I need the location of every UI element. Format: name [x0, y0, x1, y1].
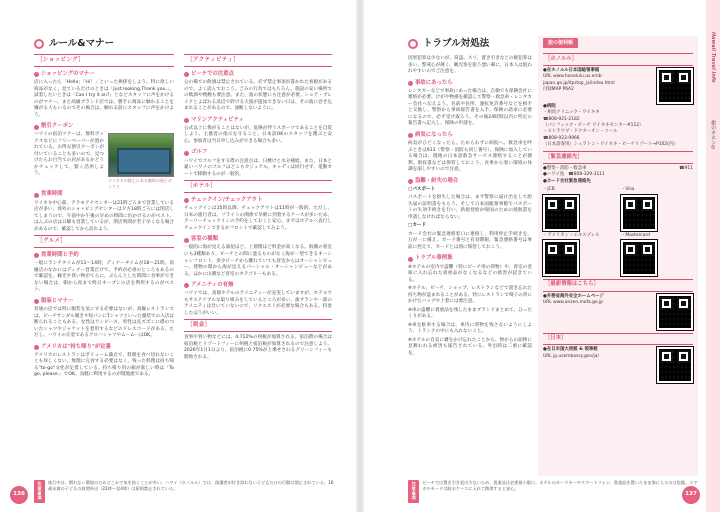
footnote-text: ビーチでは置き引き犯は少ないため、貴重品は必要最小限に。ホテルのカードキーやスマートフォン、貴重品を置いたまま海に入るのは危険。スマホやカードは防水ケースに入れて携帯すると安心。 — [422, 480, 698, 492]
subheading: マリンアクティビティ — [184, 117, 332, 125]
tax-heading: ［税金］ — [184, 319, 332, 332]
subheading: 割引クーポン — [34, 123, 174, 131]
thumb-title: Hawaii Travel Info — [710, 32, 717, 83]
paragraph: 普通の店では特に服装を気にする必要はないが、高級レストランでは、ビーチサンダル履きや短パンにTシャツといった服装での入店は断られることもある。女性はワンピース、男性は長ズボンに襟のついたシャツやジャケットを着用するなどのドレスコードがある。ただし、ハワイの正装であるアロハシャツやムームーはOK。 — [34, 306, 174, 339]
sidebar-tag: 旅の便利帳 — [543, 38, 578, 48]
photo-image — [108, 133, 174, 177]
left-footnote — [34, 480, 336, 502]
photo-caption: ワイキキの路上にある無料の冊子ボックス — [108, 178, 172, 190]
japan-heading: ［日本］ — [543, 333, 693, 346]
police-label: ●警察・消防・救急車 — [543, 166, 587, 172]
paragraph: レンタカーなどで事故にあった場合は、自損でも保険会社に連絡が必要。けがや物損を確認して警察・救急車・レンタカー会社へ伝えよう。名前や住所、運転免許番号などを相手と交換し、警察から事故報告書を入手、保険の請求に必要になるので、必ず受け取ろう。その後24時間以内に所定の報告書へ記入し、保険の申請を。 — [408, 88, 532, 127]
hospital-info — [543, 104, 693, 149]
page-number-left: 136 — [10, 486, 28, 504]
dot-icon — [184, 238, 189, 243]
hospital-1-address: （パシフィック・ビーチ ワイキキセンター#112） — [543, 122, 644, 128]
dot-icon — [34, 193, 39, 198]
case-item: ※ホテルの室内で盗難（特にビーチ用の荷物）や、客室の金庫に入れ忘れた貴重品がなくなるなどの被害が起きている。 — [408, 264, 532, 283]
qr-mastercard: ・Mastercard — [621, 233, 693, 276]
shopping-heading: ［ショッピング］ — [34, 54, 174, 67]
qr-code-icon[interactable] — [621, 195, 657, 231]
embassy-name: ●在日米国大使館 & 領事館 — [543, 347, 598, 353]
footnote-tag: 注意事項 — [408, 480, 419, 503]
right-footnote — [408, 480, 698, 502]
paragraph: 一般的に海が見える部屋ほど、上層階ほど料金が高くなる。海側の客室にも3種類あり、ビーチとの間に遮るものがなく海が一望できるオーシャンフロント、多少ビーチから離れていても客室からはオーシャンビュー、建物の間から海が見えるパーシャル・オーシャンビューなどがある。ほかに山側など客室のカテゴリーもある。 — [184, 245, 332, 277]
island-tel: ☎808-329-3111 — [568, 172, 605, 178]
hospital-1-tel: ☎808-921-2182 — [543, 116, 580, 122]
subheading: 病気になったら — [408, 132, 532, 140]
latest-info-name: ●外務省海外安全ホームページ — [543, 293, 604, 299]
consulate-row — [543, 68, 693, 104]
paragraph: パスポートを紛失した場合は、まず警察に届け出をして紛失届の証明書をもらう。そして日本国総領事館でパスポートの失効手続きを行い、新規発給か帰国のための渡航書を申請しなければならない。 — [408, 195, 532, 220]
paragraph: ワイキキ中心部、アラモアナセンターは21時ごろまで営業している店が多い。郊外のショッピングセンターは夕方18時ごろには閉店してしまうので、午前中か午後の早めの時間に出かけるのがベスト。はんぶの店は日曜も営業しているが、閉店時間が若干早くなる場合があるので、確認してから訪れよう。 — [34, 200, 174, 232]
right-section-title: トラブル対処法 — [408, 37, 489, 50]
paragraph: 店に入ったら「Hello」「Hi！」といった挨拶をしよう。特に欲しい商品がなく、見ているだけのときは「Just looking.Thank you.」。試着したいときは「Can I try it on?」となどスタッフに声をかけるのがマナー。また高級ブランド店では、勝手に商品に触れることを嫌がる人もいるのでその場合は、触れる前にスタッフに声をかけよう。 — [34, 80, 174, 118]
paragraph: 公式以上に怖がることはないが、危険が伴うスポーツであることを自覚しよう。主催者の指示を守ること。日本語OKのスタッフを選ぶと安心。参加者は当日申し込みができる場合も多い。 — [184, 125, 332, 144]
qr-code-icon[interactable] — [657, 294, 693, 330]
subheading: ゴルフ — [184, 149, 332, 157]
consulate-url[interactable]: URL www.honolulu.us.emb-japan.go.jp/itprtop_ja/index.html — [543, 74, 615, 86]
subheading: 営業時間と予約 — [34, 252, 174, 260]
subheading: ショッピングのマナー — [34, 71, 174, 79]
travel-info-sidebar — [538, 36, 698, 476]
dot-icon — [184, 118, 189, 123]
hospital-2-tel: ☎808-923-9966 — [543, 135, 580, 141]
subheading: アメニティの有無 — [184, 282, 332, 290]
gourmet-heading: ［グルメ］ — [34, 235, 174, 248]
dot-icon — [34, 253, 39, 258]
book-gutter — [356, 0, 364, 512]
dot-icon — [34, 345, 39, 350]
newspaper-box-photo — [108, 133, 174, 189]
passport-label: □パスポート — [408, 186, 436, 192]
case-item: ※ホテルの自室に鍵をかけ忘れたことから、物からの泥棒に見舞われる被害も報告されている。外出時は二重に確認を。 — [408, 337, 532, 356]
latest-info-heading: ［最新情報はこちら］ — [543, 279, 693, 292]
emergency-heading: ［緊急連絡先］ — [543, 151, 693, 164]
qr-amex: ・アメリカン・エキスプレス — [543, 233, 615, 276]
qr-visa: ・Visa — [621, 187, 693, 230]
subheading: 営業時間 — [34, 191, 174, 199]
circle-icon — [408, 39, 418, 49]
emergency-info — [543, 166, 693, 185]
qr-code-icon[interactable] — [543, 240, 579, 276]
dot-icon — [408, 81, 413, 86]
intro-paragraph: 因果犯罪は少ないが、窃盗、スリ、置き引きなどの軽犯罪は多い。警戒心が薄く、観光客を狙う悪い輩に、日本人は狙われやすいのでご注意を。 — [408, 56, 532, 75]
honolulu-heading: ［ホノルル］ — [543, 53, 693, 66]
hospital-2-name: ・ストラウブ・ドクターオン・コール — [543, 129, 618, 135]
case-item: ※ホテル、ビーチ、ショップ、レストランなどで置き忘れた持ち物が盗まれることがある。特にレストランで椅子の背にかけたバッグや上着には要注意。 — [408, 286, 532, 305]
dot-icon — [408, 179, 413, 184]
subheading: チェックイン/チェックアウト — [184, 197, 332, 205]
latest-info-url[interactable]: URL www.anzen.mofa.go.jp — [543, 299, 603, 305]
subheading: 盗難・紛失の場合 — [408, 178, 532, 186]
left-column-1 — [34, 52, 174, 381]
paragraph: 病気がひどくなったら、ためらわずに病院へ。救急車を呼ぶときは911（警察・消防も同じ番号）。保険に加入している場合は、現地の日本語救急サービス連絡することが便利。領収書などは保管しておこう。食事から寒い環境の体調を崩しやすいので注意。 — [408, 140, 532, 173]
right-main-column — [408, 56, 532, 359]
police-tel: ☎911 — [679, 166, 693, 172]
card-label: □カード — [408, 223, 427, 229]
qr-jcb: ・JCB — [543, 187, 615, 230]
qr-code-icon[interactable] — [621, 240, 657, 276]
qr-row — [543, 233, 693, 276]
footnote-text: 旅行中は、慣れない環境のためどこかで気を抜くことが多い。ハワイ（ホノルル）では、保護者が付き添わない子どもだけの行動は禁止されている。16歳未満の子どもの夜間外出（22時〜翌4時）は原則禁止されている。 — [47, 480, 334, 492]
qr-code-icon[interactable] — [543, 195, 579, 231]
dot-icon — [184, 72, 189, 77]
subheading: 客室の種類 — [184, 236, 332, 244]
consulate-name: ●在ホノルル日本国総領事館 — [543, 67, 600, 73]
embassy-url[interactable]: URL jp.usembassy.gov/ja/ — [543, 353, 599, 359]
island-label: ●ハワイ島 — [543, 172, 565, 178]
left-column-2 — [184, 52, 332, 363]
activity-heading: ［アクティビティ］ — [184, 54, 332, 67]
subheading: トラブル事例集 — [408, 255, 532, 263]
latest-info-row — [543, 294, 693, 330]
dot-icon — [408, 257, 413, 262]
qr-row — [543, 187, 693, 230]
page-number-right: 137 — [682, 486, 700, 504]
footnote-tag: 注意事項 — [34, 480, 45, 503]
hospital-1-name: ・相馬クリニック・ワイキキ — [543, 110, 600, 116]
paragraph: ハワイでは、高層ホテルのアメニティーが充実していますが、ホテルでもサステナブルな取り組みをしているところが多い。歯ブラシや一部のアメニティは付いていないので、リクエストが必要な場合もある。持参したほうがいい。 — [184, 291, 332, 316]
subheading: 事故にあったら — [408, 80, 532, 88]
paragraph: カード会社の緊急連絡窓口に連絡し、利用停止手続きを。万が一に備え、カード番号と有効期限、緊急連絡番号は事前に控えて、カードとは別に保管しておこう。 — [408, 231, 532, 250]
case-item: ※車の盗難に貴重品を残したままブランドまとめて、ひったくりがある。 — [408, 307, 532, 320]
dot-icon — [34, 72, 39, 77]
paragraph: 食事や買い物などには、4.712%の州税が加算される。宿泊費の場合は宿泊税とリゾートフィーに州税と宿泊税が加算されるので注意しよう。2026年1月1日より、宿泊税に0.75%が上乗せされるグリーンフィーも開始される。 — [184, 335, 332, 360]
subheading: アメリカは"持ち帰り"が定番 — [34, 344, 174, 352]
paragraph: ハワイでゴルフをする際の注意点は、日焼けと水分補給。また、日本と違いハワイのゴルフはどこもカジュアル。キャディは同行せず、電動カートで移動するのが一般的。 — [184, 158, 332, 177]
consulate-info — [543, 68, 653, 104]
paragraph: アメリカのレストランはボリューム満点で、料理を食べ切れないことも珍しくない。無理に完食する必要はなく、残った料理は持ち帰る"to-go"文化が定着している。持ち帰り用の箱が欲しい時は「To go, please.」でOK。気軽に利用するのが現地流である。 — [34, 352, 174, 378]
thumb-subtitle: 旅のキホン① — [710, 120, 717, 151]
dot-icon — [184, 151, 189, 156]
case-item: ※車を駐車する場合は、車内に荷物を残さないようにしよう。トランクの中にも入れないこと。 — [408, 322, 532, 335]
subheading: 服装とマナー — [34, 298, 174, 306]
dot-icon — [184, 198, 189, 203]
hospital-2-address: （日本語専用）シェラトン・ワイキキ・ビーチリゾート→P102(内) — [543, 142, 675, 148]
dot-icon — [184, 283, 189, 288]
qr-code-icon[interactable] — [657, 347, 693, 383]
subheading: ビーチでの注意点 — [184, 71, 332, 79]
dot-icon — [408, 133, 413, 138]
consulate-map: 付録MAP P6A2 — [543, 86, 574, 92]
card-emergency-heading: ●カード会社緊急連絡先 — [543, 178, 591, 184]
paragraph: 一般にランチタイムが11〜14時、ディナータイムが18〜21時。高級店のなかにはディナー営業だけで、予約が必須のところもあるので確認を。観光や買い物がてらに、ぶらんとした時間に食事ができない場合は、朝から夜まで終日オープンの店を利用するのがベスト。 — [34, 261, 174, 293]
thumb-index-tab — [706, 0, 720, 512]
left-section-title: ルール&マナー — [34, 37, 114, 50]
hotel-heading: ［ホテル］ — [184, 180, 332, 193]
paragraph: チェックインは15時以降、チェックアウトは11時が一般的。ただし、日本の旅行者は、フライトの関係で早朝に到着するケースが多いため、アーリーチェックインの予約をしておくと安心。まずはホテルへ直行しチェックインできるかフロントで確認してみよう。 — [184, 206, 332, 231]
qr-code-icon[interactable] — [657, 68, 693, 104]
hospital-label: ●病院 — [543, 103, 556, 109]
paragraph: ハワイの宿泊ツアーは、無料ボックスなどにフリーペーパーが置かれている。お得な割引クーポンが付いていることも多いので、見つけたらお目当ての店があるかどうかチェックして、賢く活用しよう。 — [34, 132, 104, 177]
japan-row — [543, 347, 693, 383]
dot-icon — [34, 125, 39, 130]
paragraph: 公の場での飲酒は禁止されている。必ず禁止事項が書かれた看板があるので、よく読んでおこう。ごみの行為ではもちろん、施設の安い場所での飲酒や喫煙も要注意。また、波の状態にも注意が必要。ショア・ブレイクとよばれる浜辺で砕ける大波が遊泳できない日は、その波に巻き込まれることがあるので、油断しないように。 — [184, 80, 332, 112]
dot-icon — [34, 299, 39, 304]
circle-icon — [34, 39, 44, 49]
